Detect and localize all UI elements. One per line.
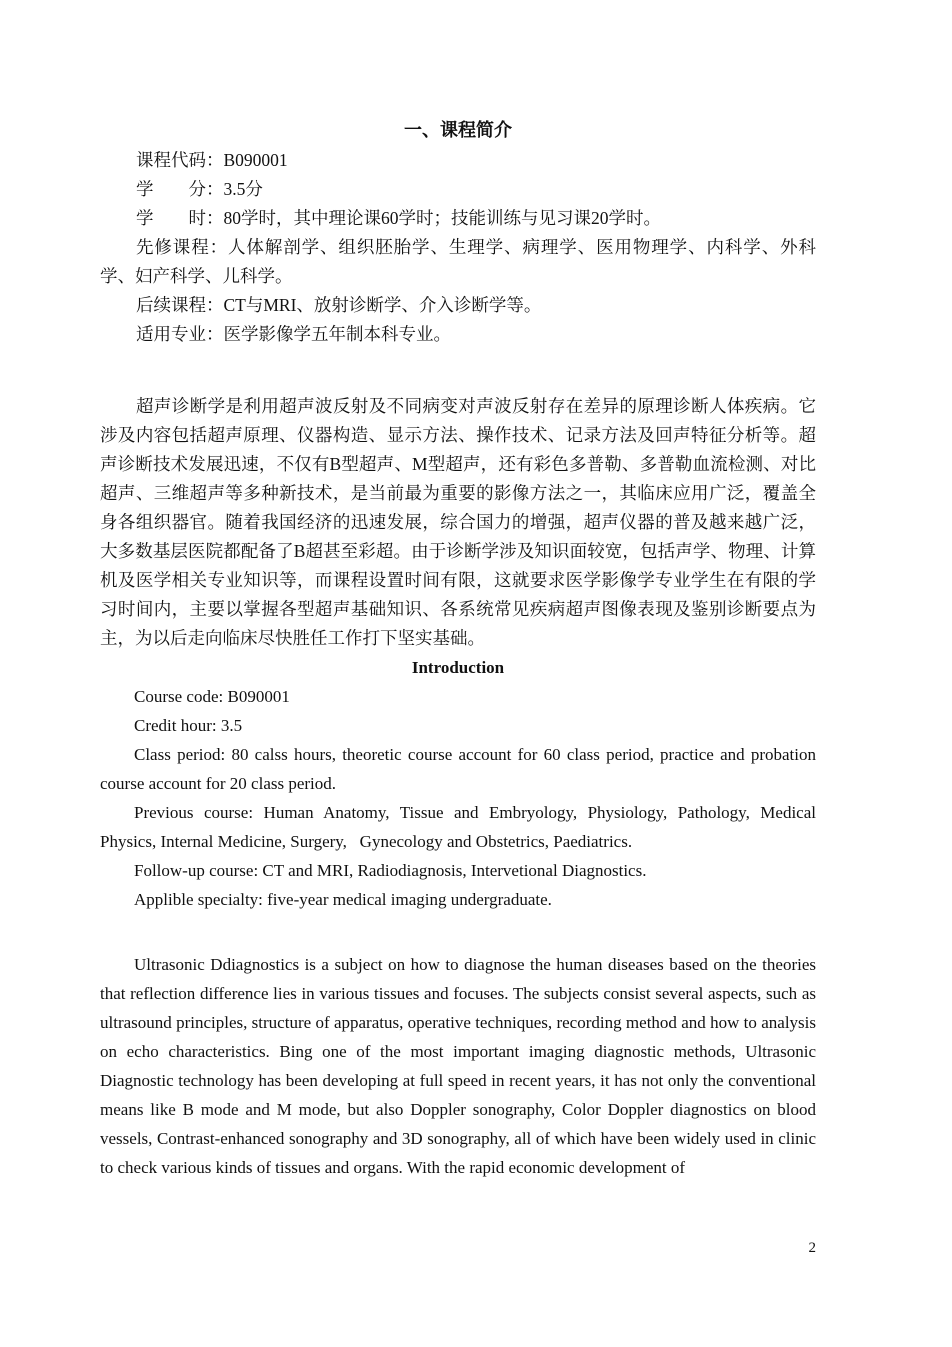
class-hours-cn: 学 时：80学时，其中理论课60学时；技能训练与见习课20学时。 (136, 208, 661, 228)
page-content (100, 116, 816, 1182)
class-period-en: Class period: 80 calss hours, theoretic course account for 60 class period, practice and probation course account for 20 class period. (100, 745, 816, 793)
description-paragraph-cn: 超声诊断学是利用超声波反射及不同病变对声波反射存在差异的原理诊断人体疾病。它涉及内容包括超声原理、仪器构造、显示方法、操作技术、记录方法及回声特征分析等。超声诊断技术发展迅速，不仅有B型超声、M型超声，还有彩色多普勒、多普勒血流检测、对比超声、三维超声等多种新技术，是当前最为重要的影像方法之一，其临床应用广泛，覆盖全身各组织器官。随着我国经济的迅速发展，综合国力的增强，超声仪器的普及越来越广泛，大多数基层医院都配备了B超甚至彩超。由于诊断学涉及知识面较宽，包括声学、物理、计算机及医学相关专业知识等，而课程设置时间有限，这就要求医学影像学专业学生在有限的学习时间内，主要以掌握各型超声基础知识、各系统常见疾病超声图像表现及鉴别诊断要点为主，为以后走向临床尽快胜任工作打下坚实基础。 (100, 396, 816, 648)
credit-cn: 学 分：3.5分 (136, 179, 263, 199)
description-paragraph-en: Ultrasonic Ddiagnostics is a subject on how to diagnose the human diseases based on the theories that reflection difference lies in various tissues and focuses. The subjects consist several aspects, such as ultrasound principles, structure of apparatus, operative techniques, recording method and how to analysis on echo characteristics. Bing one of the most important imaging diagnostic methods, Ultrasonic Diagnostic technology has been developing at full speed in recent years, it has not only the conventional means like B mode and M mode, but also Doppler sonography, Color Doppler diagnostics on blood vessels, Contrast-enhanced sonography and 3D sonography, all of which have been widely used in clinic to check various kinds of tissues and organs. With the rapid economic development of (100, 955, 816, 1177)
course-code-cn: 课程代码：B090001 (136, 150, 288, 170)
prerequisite-courses-cn: 先修课程：人体解剖学、组织胚胎学、生理学、病理学、医用物理学、内科学、外科学、妇产科学、儿科学。 (100, 237, 816, 286)
follow-up-course-en: Follow-up course: CT and MRI, Radiodiagnosis, Intervetional Diagnostics. (134, 861, 647, 880)
spacer (100, 349, 816, 392)
credit-hour-en: Credit hour: 3.5 (134, 716, 243, 735)
course-code-en: Course code: B090001 (134, 687, 290, 706)
previous-course-en: Previous course: Human Anatomy, Tissue and Embryology, Physiology, Pathology, Medical Physics, Internal Medicine, Surgery, Gynecology and Obstetrics, Paediatrics. (100, 803, 816, 851)
spacer (100, 914, 816, 950)
page-number: 2 (808, 1240, 816, 1256)
applicable-specialty-en: Applible specialty: five-year medical imaging undergraduate. (134, 890, 552, 909)
section-heading-chinese: 一、课程简介 (404, 120, 512, 141)
follow-up-courses-cn: 后续课程：CT与MRI、放射诊断学、介入诊断学等。 (136, 295, 542, 315)
applicable-major-cn: 适用专业：医学影像学五年制本科专业。 (136, 324, 451, 344)
section-heading-english: Introduction (411, 658, 505, 677)
